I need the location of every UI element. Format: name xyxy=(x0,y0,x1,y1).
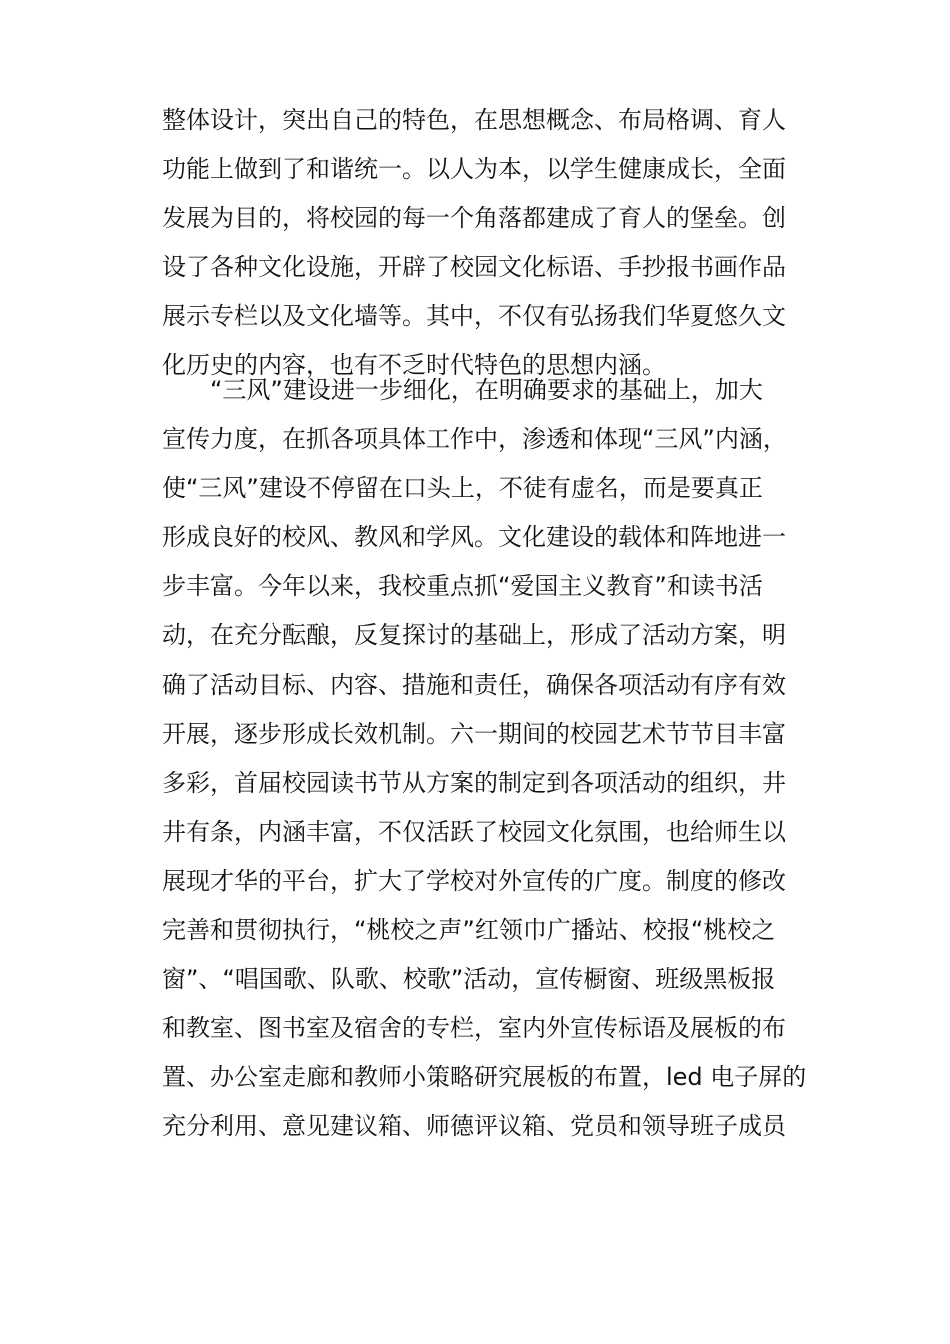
text-line: 步丰富。今年以来，我校重点抓“爱国主义教育”和读书活 xyxy=(162,572,763,601)
text-line: “三风”建设进一步细化，在明确要求的基础上，加大 xyxy=(162,376,763,404)
text-line: 充分利用、意见建议箱、师德评议箱、党员和领导班子成员 xyxy=(162,1112,786,1141)
text-line: 化历史的内容，也有不乏时代特色的思想内涵。 xyxy=(162,351,666,380)
text-line: 展现才华的平台，扩大了学校对外宣传的广度。制度的修改 xyxy=(162,866,786,895)
text-line: 井有条，内涵丰富，不仅活跃了校园文化氛围，也给师生以 xyxy=(162,817,786,846)
text-line: 使“三风”建设不停留在口头上，不徒有虚名，而是要真正 xyxy=(162,474,763,503)
paragraph-1 xyxy=(162,96,802,391)
text-line: 形成良好的校风、教风和学风。文化建设的载体和阵地进一 xyxy=(162,523,786,552)
text-line: 置、办公室走廊和教师小策略研究展板的布置，led 电子屏的 xyxy=(162,1063,807,1092)
text-line: 多彩，首届校园读书节从方案的制定到各项活动的组织，井 xyxy=(162,768,786,797)
text-line: 和教室、图书室及宿舍的专栏，室内外宣传标语及展板的布 xyxy=(162,1014,786,1043)
text-line: 窗”、“唱国歌、队歌、校歌”活动，宣传橱窗、班级黑板报 xyxy=(162,965,776,994)
text-line: 功能上做到了和谐统一。以人为本，以学生健康成长，全面 xyxy=(162,155,786,184)
text-line: 开展，逐步形成长效机制。六一期间的校园艺术节节目丰富 xyxy=(162,719,786,748)
paragraph-2 xyxy=(162,366,807,1152)
text-line: 展示专栏以及文化墙等。其中，不仅有弘扬我们华夏悠久文 xyxy=(162,302,786,331)
text-line: 确了活动目标、内容、措施和责任，确保各项活动有序有效 xyxy=(162,670,786,699)
text-line: 整体设计，突出自己的特色，在思想概念、布局格调、育人 xyxy=(162,106,786,134)
text-line: 宣传力度，在抓各项具体工作中，渗透和体现“三风”内涵， xyxy=(162,425,787,454)
text-line: 发展为目的，将校园的每一个角落都建成了育人的堡垒。创 xyxy=(162,204,786,233)
text-line: 动，在充分酝酿，反复探讨的基础上，形成了活动方案，明 xyxy=(162,621,786,650)
text-line: 设了各种文化设施，开辟了校园文化标语、手抄报书画作品 xyxy=(162,253,786,282)
text-line: 完善和贯彻执行，“桃校之声”红领巾广播站、校报“桃校之 xyxy=(162,916,776,945)
